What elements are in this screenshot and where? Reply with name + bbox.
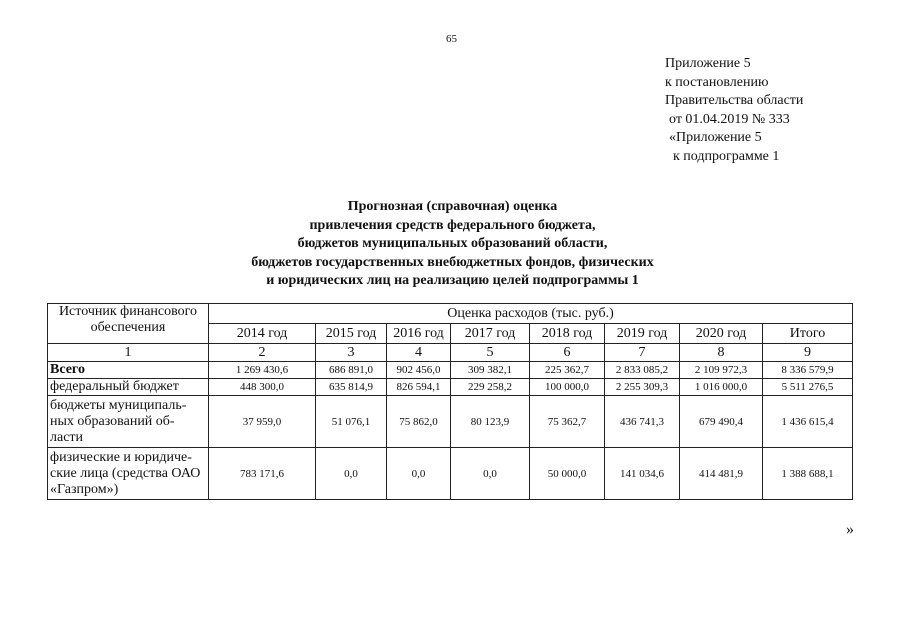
appendix-line: от 01.04.2019 № 333 <box>669 111 790 127</box>
column-number: 4 <box>387 344 451 362</box>
year-header: 2019 год <box>605 324 680 344</box>
row-label: физические и юридиче-ские лица (средства ОАО «Газпром») <box>48 448 209 500</box>
column-number: 7 <box>605 344 680 362</box>
column-number: 5 <box>451 344 530 362</box>
document-title <box>0 198 905 291</box>
source-header: Источник финансового обеспечения <box>48 304 209 344</box>
financing-table <box>47 303 853 500</box>
table-cell: 50 000,0 <box>530 448 605 500</box>
table-cell: 686 891,0 <box>316 362 387 379</box>
table-cell: 635 814,9 <box>316 379 387 396</box>
table-cell: 826 594,1 <box>387 379 451 396</box>
estimate-header: Оценка расходов (тыс. руб.) <box>209 304 853 324</box>
total-header: Итого <box>763 324 853 344</box>
table-cell: 2 109 972,3 <box>680 362 763 379</box>
table-cell: 448 300,0 <box>209 379 316 396</box>
table-cell: 51 076,1 <box>316 396 387 448</box>
row-label: Всего <box>48 362 209 379</box>
table-cell: 141 034,6 <box>605 448 680 500</box>
appendix-line: к постановлению <box>665 74 769 90</box>
table-cell: 225 362,7 <box>530 362 605 379</box>
table-cell: 1 269 430,6 <box>209 362 316 379</box>
year-header: 2015 год <box>316 324 387 344</box>
table-cell: 309 382,1 <box>451 362 530 379</box>
table-cell: 2 255 309,3 <box>605 379 680 396</box>
table-cell: 100 000,0 <box>530 379 605 396</box>
row-label: бюджеты муниципаль-ных образований об-ласти <box>48 396 209 448</box>
table-cell: 5 511 276,5 <box>763 379 853 396</box>
column-number: 1 <box>48 344 209 362</box>
table-cell: 436 741,3 <box>605 396 680 448</box>
year-header: 2016 год <box>387 324 451 344</box>
table-cell: 80 123,9 <box>451 396 530 448</box>
appendix-line: Приложение 5 <box>665 56 751 71</box>
closing-quote: » <box>846 521 854 538</box>
appendix-line: Правительства области <box>665 93 804 109</box>
table-cell: 1 388 688,1 <box>763 448 853 500</box>
table-cell: 0,0 <box>387 448 451 500</box>
title-line: бюджетов муниципальных образований области, <box>297 236 608 251</box>
table-cell: 1 436 615,4 <box>763 396 853 448</box>
table-cell: 414 481,9 <box>680 448 763 500</box>
table-row <box>48 448 853 500</box>
column-number: 2 <box>209 344 316 362</box>
table-row <box>48 362 853 379</box>
year-header: 2018 год <box>530 324 605 344</box>
table-cell: 75 862,0 <box>387 396 451 448</box>
column-number: 3 <box>316 344 387 362</box>
table-row <box>48 379 853 396</box>
title-line: и юридических лиц на реализацию целей подпрограммы 1 <box>266 273 639 288</box>
table-cell: 1 016 000,0 <box>680 379 763 396</box>
table-row <box>48 396 853 448</box>
table-cell: 679 490,4 <box>680 396 763 448</box>
year-header: 2014 год <box>209 324 316 344</box>
year-header: 2017 год <box>451 324 530 344</box>
table-cell: 902 456,0 <box>387 362 451 379</box>
appendix-line: к подпрограмме 1 <box>673 148 780 164</box>
year-header: 2020 год <box>680 324 763 344</box>
title-line: бюджетов государственных внебюджетных фондов, физических <box>251 254 654 270</box>
table-cell: 8 336 579,9 <box>763 362 853 379</box>
column-number: 9 <box>763 344 853 362</box>
table-cell: 0,0 <box>316 448 387 500</box>
title-line: Прогнозная (справочная) оценка <box>347 199 558 214</box>
page-number: 65 <box>446 33 457 45</box>
table-cell: 0,0 <box>451 448 530 500</box>
row-label: федеральный бюджет <box>48 379 209 396</box>
title-line: привлечения средств федерального бюджета, <box>309 217 596 233</box>
table-cell: 2 833 085,2 <box>605 362 680 379</box>
table-cell: 229 258,2 <box>451 379 530 396</box>
column-number: 8 <box>680 344 763 362</box>
table-cell: 75 362,7 <box>530 396 605 448</box>
table-cell: 37 959,0 <box>209 396 316 448</box>
table-cell: 783 171,6 <box>209 448 316 500</box>
column-number: 6 <box>530 344 605 362</box>
appendix-line: «Приложение 5 <box>669 130 762 146</box>
appendix-note <box>665 55 803 167</box>
